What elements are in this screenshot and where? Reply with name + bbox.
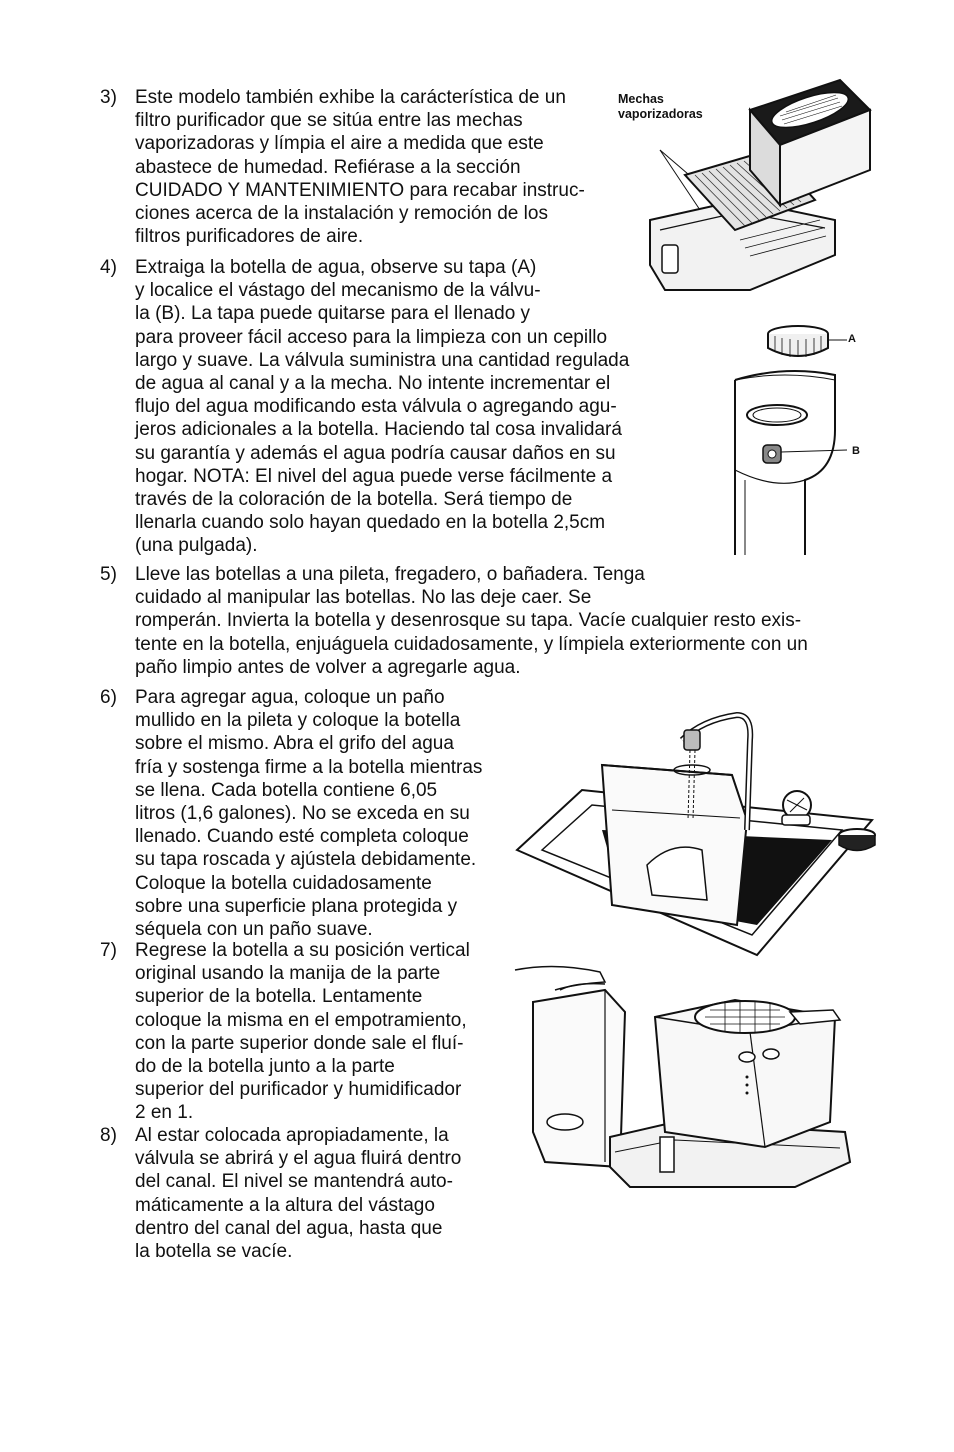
text-line: (una pulgada). [135, 535, 258, 557]
text-line: su tapa roscada y ajústela debidamente. [135, 849, 477, 871]
text-line: superior de la botella. Lentamente [135, 986, 423, 1008]
text-line: Coloque la botella cuidadosamente [135, 872, 432, 894]
text-line: filtro purificador que se sitúa entre las mechas [135, 110, 523, 132]
text-line: litros (1,6 galones). No se exceda en su [135, 803, 470, 824]
text-line: fría y sostenga firme a la botella mientras [135, 756, 483, 778]
text-line: su garantía y además el agua podría causar daños en su [135, 442, 616, 464]
wicks-label-line2: vaporizadoras [618, 107, 703, 121]
instruction-number: 7) [100, 940, 117, 961]
valve-label-b: B [852, 445, 860, 457]
text-line: abastece de humedad. Refiérase a la sección [135, 156, 521, 178]
text-line: llenarla cuando solo hayan quedado en la botella 2,5cm [135, 512, 606, 534]
text-line: Regrese la botella a su posición vertical [135, 940, 470, 961]
text-line: original usando la manija de la parte [135, 963, 441, 985]
instruction-number: 3) [100, 87, 117, 108]
text-line: jeros adicionales a la botella. Haciendo tal cosa invalidará [135, 419, 622, 441]
text-line: la (B). La tapa puede quitarse para el llenado y [135, 303, 531, 325]
text-line: del canal. El nivel se mantendrá auto- [135, 1171, 453, 1193]
text-line: tente en la botella, enjuáguela cuidadosamente, y límpiela exteriormente con un [135, 633, 808, 655]
text-line: largo y suave. La válvula suministra una cantidad regulada [135, 349, 630, 371]
text-line: y localice el vástago del mecanismo de la válvu- [135, 280, 541, 302]
humidifier-illustration [515, 962, 855, 1227]
text-line: dentro del canal del agua, hasta que [135, 1217, 443, 1239]
text-line: Al estar colocada apropiadamente, la [135, 1125, 449, 1146]
text-line: para proveer fácil acceso para la limpieza con un cepillo [135, 326, 608, 348]
text-line: romperán. Invierta la botella y desenrosque su tapa. Vacíe cualquier resto exis- [135, 610, 802, 632]
wicks-illustration [640, 80, 880, 310]
text-line: vaporizadoras y límpia el aire a medida que este [135, 133, 544, 155]
text-line: CUIDADO Y MANTENIMIENTO para recabar instruc- [135, 179, 585, 201]
bottle-valve-illustration [725, 320, 855, 560]
text-line: coloque la misma en el empotramiento, [135, 1009, 467, 1031]
cap-label-a: A [848, 333, 856, 345]
wicks-label-line1: Mechas [618, 92, 664, 106]
text-line: séquela con un paño suave. [135, 919, 373, 940]
text-line: Este modelo también exhibe la carácterística de un [135, 87, 566, 108]
text-line: sobre el mismo. Abra el grifo del agua [135, 733, 454, 755]
text-line: válvula se abrirá y el agua fluirá dentro [135, 1148, 462, 1170]
instruction-number: 8) [100, 1125, 117, 1146]
text-line: paño limpio antes de volver a agregarle agua. [135, 656, 521, 678]
text-line: máticamente a la altura del vástago [135, 1194, 435, 1216]
text-line: flujo del agua modificando esta válvula o agregando agu- [135, 396, 617, 418]
text-line: llenado. Cuando esté completa coloque [135, 826, 469, 848]
text-line: hogar. NOTA: El nivel del agua puede verse fácilmente a [135, 465, 613, 487]
text-line: do de la botella junto a la parte [135, 1056, 395, 1077]
text-line: sobre una superficie plana protegida y [135, 895, 458, 917]
instruction-number: 5) [100, 564, 117, 585]
text-line: Para agregar agua, coloque un paño [135, 687, 445, 708]
text-line: se llena. Cada botella contiene 6,05 [135, 779, 438, 801]
instruction-number: 4) [100, 257, 117, 278]
text-line: de agua al canal y a la mecha. No intente incrementar el [135, 373, 611, 394]
instruction-number: 6) [100, 687, 117, 708]
sink-filling-illustration [512, 700, 882, 970]
text-line: con la parte superior donde sale el fluí- [135, 1032, 464, 1054]
text-line: cuidado al manipular las botellas. No las deje caer. Se [135, 587, 592, 609]
text-line: ciones acerca de la instalación y remoción de los [135, 203, 548, 224]
text-line: Lleve las botellas a una pileta, fregadero, o bañadera. Tenga [135, 564, 645, 585]
text-line: la botella se vacíe. [135, 1241, 293, 1262]
text-line: filtros purificadores de aire. [135, 226, 364, 248]
text-line: través de la coloración de la botella. Será tiempo de [135, 489, 573, 510]
text-line: mullido en la pileta y coloque la botella [135, 710, 461, 732]
text-line: 2 en 1. [135, 1102, 194, 1124]
text-line: superior del purificador y humidificador [135, 1079, 462, 1101]
text-line: Extraiga la botella de agua, observe su tapa (A) [135, 257, 537, 278]
